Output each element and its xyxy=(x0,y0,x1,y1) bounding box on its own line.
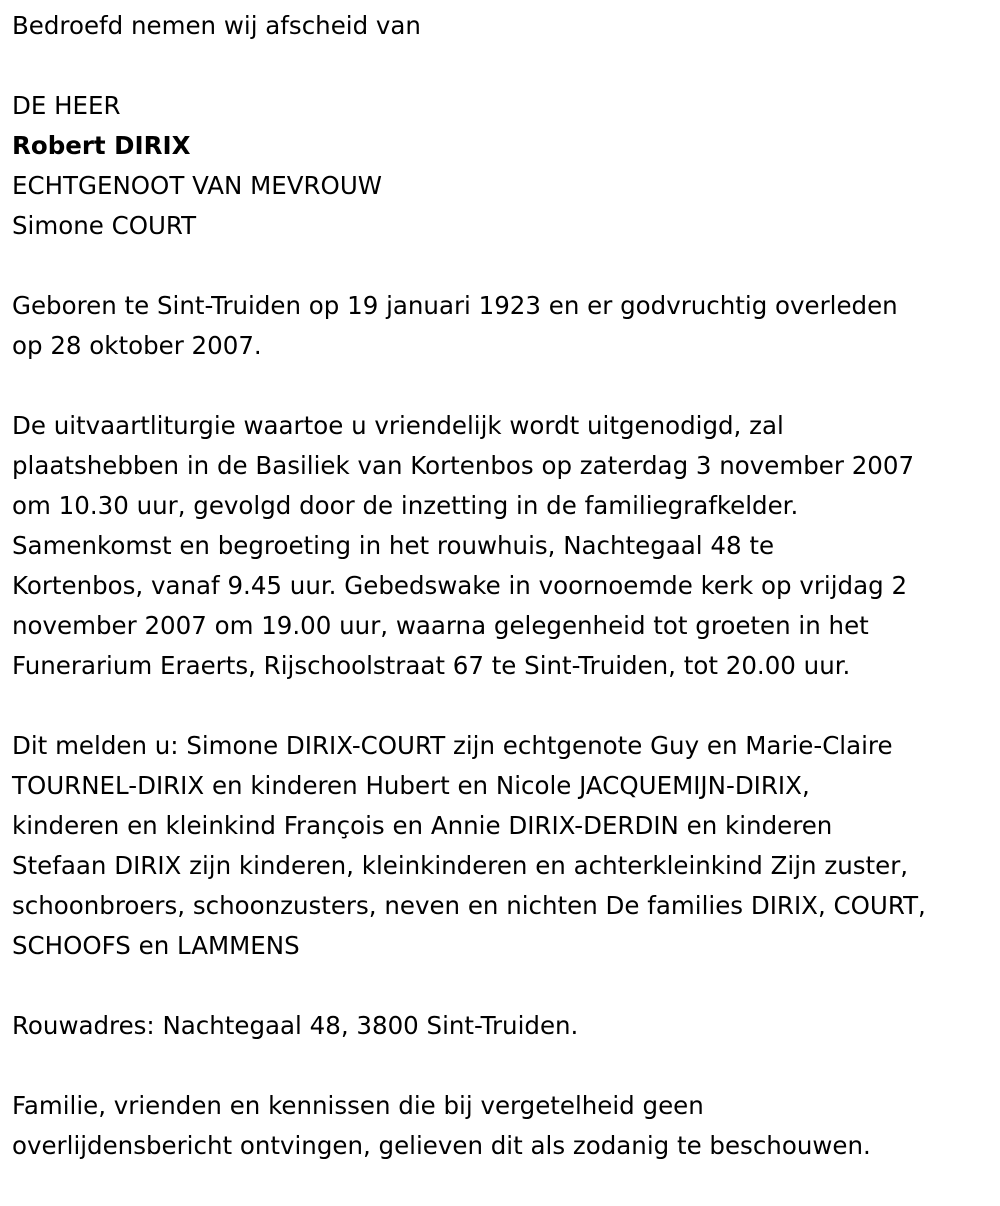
paragraph-line: Funerarium Eraerts, Rijschoolstraat 67 te Sint-Truiden, tot 20.00 uur. xyxy=(12,651,851,680)
paragraph-line: Geboren te Sint-Truiden op 19 januari 1923 en er godvruchtig overleden xyxy=(12,291,898,320)
paragraph-line: Kortenbos, vanaf 9.45 uur. Gebedswake in voornoemde kerk op vrijdag 2 xyxy=(12,571,908,600)
paragraph-line: november 2007 om 19.00 uur, waarna gelegenheid tot groeten in het xyxy=(12,611,869,640)
spacer xyxy=(12,1046,992,1086)
spacer xyxy=(12,686,992,726)
spacer xyxy=(12,966,992,1006)
funeral-paragraph xyxy=(12,406,992,686)
paragraph-line: om 10.30 uur, gevolgd door de inzetting in de familiegrafkelder. xyxy=(12,491,799,520)
deceased-name: Robert DIRIX xyxy=(12,131,191,160)
spouse-name: Simone COURT xyxy=(12,211,197,240)
paragraph-line: kinderen en kleinkind François en Annie DIRIX-DERDIN en kinderen xyxy=(12,811,833,840)
paragraph-line: Dit melden u: Simone DIRIX-COURT zijn echtgenote Guy en Marie-Claire xyxy=(12,731,893,760)
paragraph-line: Samenkomst en begroeting in het rouwhuis, Nachtegaal 48 te xyxy=(12,531,775,560)
intro-line: Bedroefd nemen wij afscheid van xyxy=(12,11,421,40)
obituary-document xyxy=(12,6,992,1166)
spacer xyxy=(12,246,992,286)
paragraph-line: Familie, vrienden en kennissen die bij vergetelheid geen xyxy=(12,1091,704,1120)
honorific: DE HEER xyxy=(12,91,121,120)
paragraph-line: TOURNEL-DIRIX en kinderen Hubert en Nicole JACQUEMIJN-DIRIX, xyxy=(12,771,810,800)
spacer xyxy=(12,366,992,406)
spouse-title: ECHTGENOOT VAN MEVROUW xyxy=(12,171,383,200)
paragraph-line: overlijdensbericht ontvingen, gelieven dit als zodanig te beschouwen. xyxy=(12,1131,871,1160)
paragraph-line: De uitvaartliturgie waartoe u vriendelijk wordt uitgenodigd, zal xyxy=(12,411,784,440)
paragraph-line: SCHOOFS en LAMMENS xyxy=(12,931,300,960)
spacer xyxy=(12,46,992,86)
paragraph-line: Stefaan DIRIX zijn kinderen, kleinkinderen en achterkleinkind Zijn zuster, xyxy=(12,851,909,880)
closing-paragraph xyxy=(12,1086,992,1166)
paragraph-line: plaatshebben in de Basiliek van Kortenbos op zaterdag 3 november 2007 xyxy=(12,451,915,480)
birth-death-paragraph xyxy=(12,286,992,366)
paragraph-line: schoonbroers, schoonzusters, neven en nichten De families DIRIX, COURT, xyxy=(12,891,926,920)
paragraph-line: op 28 oktober 2007. xyxy=(12,331,262,360)
announcers-paragraph xyxy=(12,726,992,966)
mourning-address: Rouwadres: Nachtegaal 48, 3800 Sint-Truiden. xyxy=(12,1011,579,1040)
